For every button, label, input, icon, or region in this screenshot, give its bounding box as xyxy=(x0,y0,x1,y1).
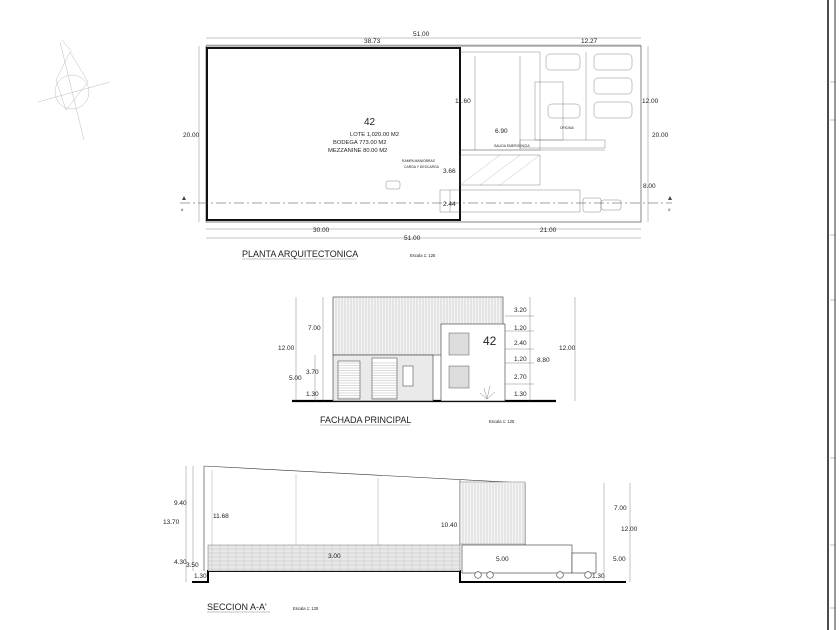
section-a-a xyxy=(163,466,638,612)
facade-dim-1200-right: 12.00 xyxy=(559,345,576,352)
dim-inner-690: 6.90 xyxy=(495,128,508,135)
plan-scale: Escala 1: 125 xyxy=(410,253,436,258)
note-access: RAMPA MANIOBRAS xyxy=(402,159,435,163)
section-mark-a-prime: A' xyxy=(668,208,671,212)
lot-outline xyxy=(206,46,641,222)
dim-left-side: 20.00 xyxy=(183,132,200,139)
section-dim-700: 7.00 xyxy=(614,505,627,512)
facade-dim-240: 2.40 xyxy=(514,340,527,347)
plan-title: PLANTA ARQUITECTONICA xyxy=(242,249,359,259)
dim-inner-1160: 11.60 xyxy=(455,98,471,105)
section-dim-500-right: 5.00 xyxy=(613,556,626,563)
vehicle-icon xyxy=(386,181,400,189)
office-window-lower xyxy=(449,366,469,388)
warehouse-wall xyxy=(207,48,460,220)
truck-section-icon xyxy=(462,545,596,578)
parking-cars xyxy=(546,52,632,140)
plan-lot-number: 42 xyxy=(364,117,376,128)
side-door xyxy=(403,366,413,386)
facade-dim-120-a: 1.20 xyxy=(514,325,527,332)
main-facade xyxy=(278,297,576,425)
note-exit: SALIDA EMERGENCIA xyxy=(494,144,530,148)
facade-dim-270: 2.70 xyxy=(514,374,527,381)
facade-dim-370: 3.70 xyxy=(306,369,319,376)
dim-bottom-left: 30.00 xyxy=(313,227,330,234)
section-dim-130-right: 1.30 xyxy=(592,573,605,580)
section-mark-a: A xyxy=(181,208,184,212)
facade-scale: Escala 1: 125 xyxy=(489,419,515,424)
section-dim-1040: 10.40 xyxy=(441,522,458,529)
truck-icon xyxy=(583,198,621,212)
facade-dim-500: 5.00 xyxy=(289,375,302,382)
dim-right-lower: 8.00 xyxy=(643,183,656,190)
note-load: CARGA Y DESCARGA xyxy=(404,165,439,169)
area-lote: LOTE 1,020.00 M2 xyxy=(350,132,399,138)
stair-core xyxy=(535,82,563,140)
section-dim-1370: 13.70 xyxy=(163,519,180,526)
dim-bottom-right: 21.00 xyxy=(540,227,557,234)
section-scale: Escala 1: 125 xyxy=(293,606,319,611)
area-mezzanine: MEZZANINE 80.00 M2 xyxy=(328,148,388,154)
office-window-upper xyxy=(449,333,469,355)
note-office: OFICINA xyxy=(560,126,574,130)
dim-bottom-total: 51.00 xyxy=(404,235,421,242)
facade-dim-700: 7.00 xyxy=(308,325,321,332)
section-dim-350: 3.50 xyxy=(186,562,199,569)
facade-title: FACHADA PRINCIPAL xyxy=(320,415,412,425)
section-title: SECCION A-A' xyxy=(207,602,267,612)
dim-top-total: 51.00 xyxy=(413,31,430,38)
facade-dim-1200-left: 12.00 xyxy=(278,345,295,352)
north-arrow-icon xyxy=(38,40,110,140)
dim-top-left: 38.73 xyxy=(364,38,381,45)
section-dim-300: 3.00 xyxy=(328,553,341,560)
section-dim-430: 4.30 xyxy=(174,559,187,566)
section-dim-1168: 11.68 xyxy=(213,513,229,520)
section-dim-500-inner: 5.00 xyxy=(496,556,509,563)
facade-dim-130-right: 1.30 xyxy=(514,391,527,398)
area-bodega: BODEGA 773.00 M2 xyxy=(333,140,387,146)
dim-top-right: 12.27 xyxy=(581,38,598,45)
dim-inner-366: 3.66 xyxy=(443,168,456,175)
rolling-door-left xyxy=(338,361,360,399)
facade-lot-number: 42 xyxy=(483,334,497,348)
facade-dim-120-b: 1.20 xyxy=(514,356,527,363)
section-office-cladding xyxy=(460,482,525,544)
floor-plan xyxy=(180,31,672,259)
facade-dim-880: 8.80 xyxy=(537,357,550,364)
dim-right-upper: 12.00 xyxy=(642,98,659,105)
section-dim-940: 9.40 xyxy=(174,500,187,507)
office-block xyxy=(460,52,540,150)
facade-dim-320: 3.20 xyxy=(514,307,527,314)
dim-right-side: 20.00 xyxy=(652,132,669,139)
facade-dim-130: 1.30 xyxy=(306,391,319,398)
dim-inner-244: 2.44 xyxy=(443,201,456,208)
section-dim-1200: 12.00 xyxy=(621,526,638,533)
section-dim-130: 1.30 xyxy=(194,573,207,580)
